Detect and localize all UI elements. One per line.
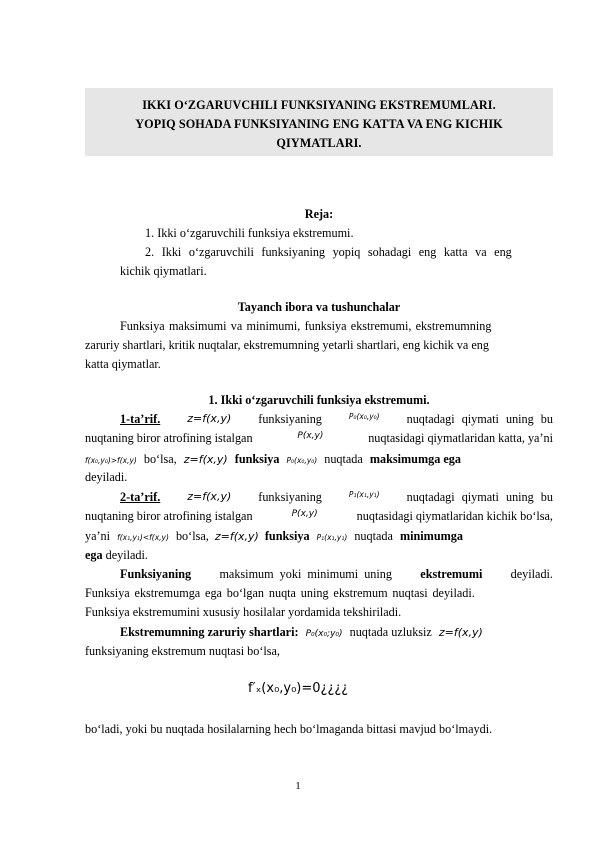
def2-line-4 [85,548,148,563]
para5-line-1: bo‘ladi, yoki bu nuqtada hosilalarning hech bo‘lmaganda bittasi mavjud bo‘lmaydi. [85,722,493,736]
para4-bold: Ekstremumning zaruriy shartlari: [120,625,299,639]
def2-point-2: P₁(x₁,y₁) [316,533,348,542]
para3-line-3: Funksiya ekstremumini xususiy hosilalar yordamida tekshiriladi. [85,605,402,619]
def2-text-6: bo‘lsa, [175,529,209,543]
def1-text-1: funksiyaning [258,412,322,426]
def2-function: z=f(x,y) [187,490,232,503]
def2-pxy: P(x,y) [291,509,318,519]
def1-pxy: P(x,y) [297,431,324,441]
def1-text-3: nuqtaning biror atrofining istalgan [85,431,253,445]
def2-line-2 [85,509,553,524]
def1-point: P₀(x₀,y₀) [348,412,380,421]
reja-item-1: 1. Ikki o‘zgaruvchili funksiya ekstremumi. [145,226,354,240]
def1-line-3 [85,452,461,467]
def1-text-6: nuqtada [324,452,363,466]
tayanch-line-3: katta qiymatlar. [85,357,161,371]
para3-text-1: maksimum yoki minimumi uning [219,567,392,581]
def1-maksimum: maksimumga ega [369,452,461,466]
def2-text-2: nuqtadagi qiymati uning bu [406,490,553,504]
def2-funksiya: funksiya [264,529,310,543]
def1-funksiya: funksiya [234,452,280,466]
def2-minimum: minimumga [399,529,463,543]
def2-ega: ega [85,548,103,562]
reja-item-2 [145,245,553,260]
def1-text-4: nuqtasidagi qiymatlaridan katta, ya’ni [368,431,553,445]
def1-line-4: deyiladi. [85,470,128,484]
def2-line-1 [120,490,553,505]
para3-line-2: Funksiya ekstremumga ega bo‘lgan nuqta uning ekstremum nuqtasi deyiladi. [85,586,475,600]
title-banner [85,88,553,156]
def2-point: P₁(x₁,y₁) [348,490,380,499]
title-line-3: QIYMATLARI. [276,136,362,150]
para4-text-1: nuqtada uzluksiz [349,625,432,639]
def2-text-7: nuqtada [354,529,393,543]
tayanch-line-2: zaruriy shartlari, kritik nuqtalar, ekstremumning yetarli shartlari, eng kichik va eng [85,338,489,352]
reja-item-2-cont: kichik qiymatlari. [120,264,207,278]
def2-text-5: ya’ni [85,529,111,543]
def1-line-2 [85,431,553,446]
para3-funksiyaning: Funksiyaning [120,567,192,581]
def1-function: z=f(x,y) [187,412,232,425]
para4-point: P₀(x₀;y₀) [305,629,343,639]
def2-line-3 [85,529,463,544]
section-heading: 1. Ikki o‘zgaruvchili funksiya ekstremumi. [208,393,430,407]
tayanch-heading: Tayanch ibora va tushunchalar [237,300,401,314]
title-line-2: YOPIQ SOHADA FUNKSIYANING ENG KATTA VA ENG KICHIK [135,117,503,131]
def1-text-2: nuqtadagi qiymati uning bu [406,412,553,426]
def1-inequality: f(x₀,y₀)>f(x,y) [85,456,137,465]
def2-text-1: funksiyaning [258,490,322,504]
def2-text-4: nuqtasidagi qiymatlaridan kichik bo‘lsa, [356,509,553,523]
def2-inequality: f(x₁,y₁)<f(x,y) [117,533,169,542]
page-number: 1 [295,780,301,792]
para3-line-1 [120,567,553,582]
reja-item-2-text: 2. Ikki o‘zgaruvchili funksiyaning yopiq sohadagi eng katta va eng [145,245,512,259]
para3-text-2: deyiladi. [510,567,553,581]
para4-function: z=f(x,y) [438,626,483,639]
def2-label: 2-ta’rif. [120,490,161,504]
title-line-1: IKKI O‘ZGARUVCHILI FUNKSIYANING EKSTREMUMLARI. [142,98,496,112]
def2-function-2: z=f(x,y) [214,530,259,543]
def1-point-2: P₀(x₀,y₀) [286,456,318,465]
def1-text-5: bo‘lsa, [143,452,177,466]
para4-line-2: funksiyaning ekstremum nuqtasi bo‘lsa, [85,644,280,658]
partial-derivative-formula: f′ₓ(x₀,y₀)=0¿¿¿¿ [248,681,349,696]
def2-text-3: nuqtaning biror atrofining istalgan [85,509,253,523]
tayanch-line-1: Funksiya maksimumi va minimumi, funksiya ekstremumi, ekstremumning [120,319,492,333]
reja-heading: Reja: [304,207,334,221]
def1-label: 1-ta’rif. [120,412,161,426]
para4-line-1 [120,625,483,640]
para3-ekstremumi: ekstremumi [420,567,483,581]
def1-function-2: z=f(x,y) [183,453,228,466]
def2-deyiladi: deyiladi. [105,548,148,562]
def1-line-1 [120,412,553,427]
